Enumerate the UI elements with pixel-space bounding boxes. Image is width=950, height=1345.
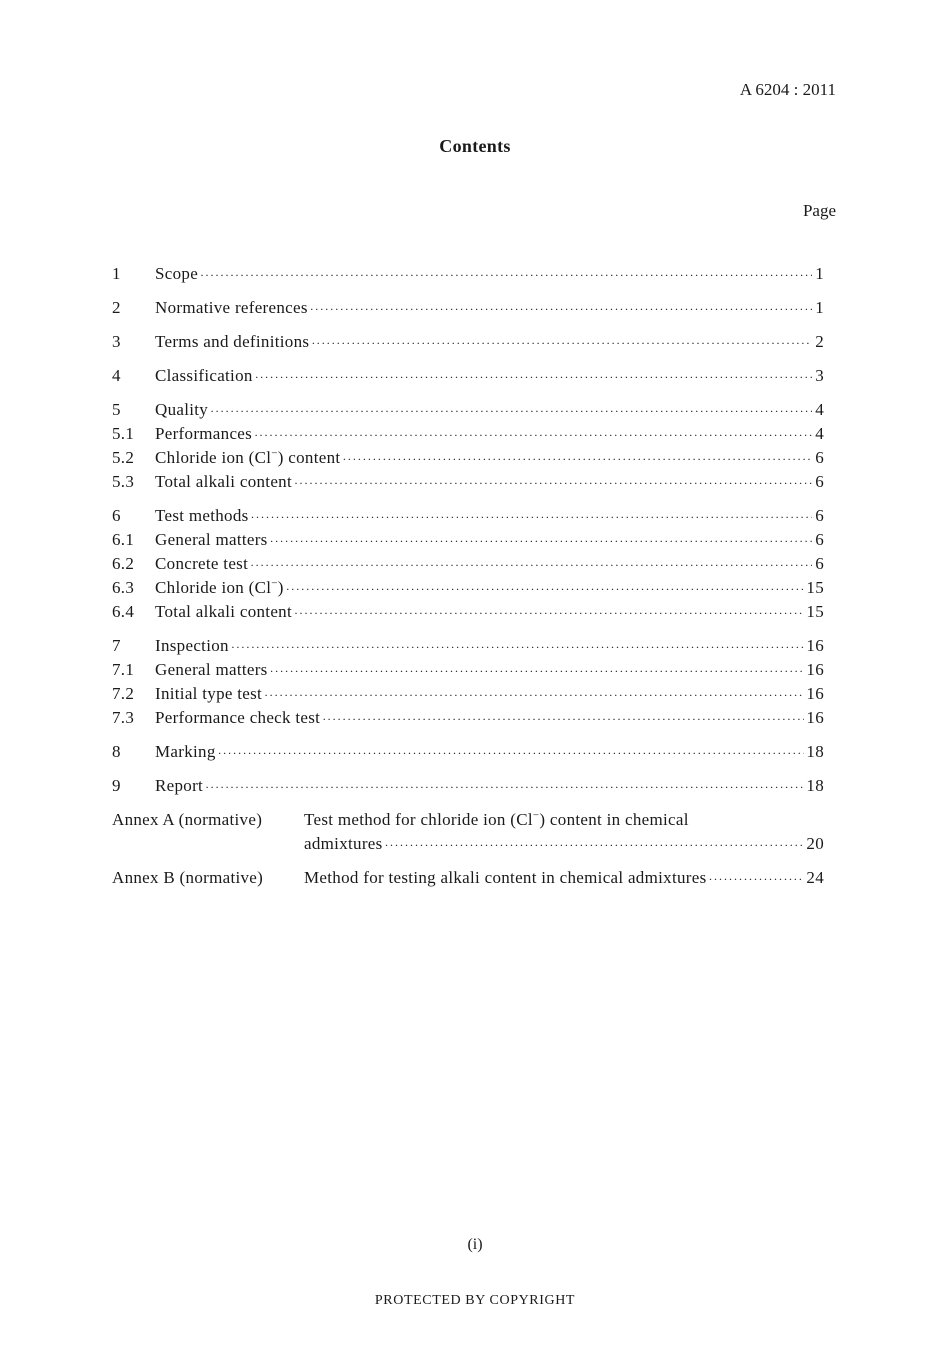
toc-label: Scope [155,264,199,283]
toc-page: 3 [815,366,824,385]
dot-leader [200,263,812,287]
annex-title [304,808,689,832]
document-code: A 6204 : 2011 [739,80,836,99]
copyright-notice: PROTECTED BY COPYRIGHT [374,1293,576,1308]
dot-leader [322,707,804,731]
toc-page: 2 [815,332,824,351]
dot-leader [231,635,805,659]
toc-number: 3 [112,332,121,351]
dot-leader [251,505,812,529]
dot-leader [210,399,812,423]
toc-number: 2 [112,298,121,317]
toc-page: 18 [806,776,824,795]
toc-label: Performance check test [155,708,321,727]
toc-label: Concrete test [155,554,249,573]
toc-number: 7.2 [112,684,135,703]
toc-label-text: Chloride ion (Cl [155,578,272,597]
toc-annex-b[interactable] [112,866,824,890]
toc-group [112,634,824,730]
toc-page: 1 [815,298,824,317]
annex-line [112,866,824,890]
toc-number: 7.3 [112,708,135,727]
toc-page: 18 [806,742,824,761]
toc-entry[interactable] [112,364,824,388]
toc-group [112,504,824,624]
toc-entry[interactable] [112,634,824,658]
dot-leader [310,297,812,321]
toc-number: 6.1 [112,530,135,549]
dot-leader [270,659,805,683]
toc-entry[interactable] [112,470,824,494]
toc-entry[interactable] [112,600,824,624]
annex-title-text: ) content in chemical [539,810,689,829]
annex-title: Method for testing alkali content in chemical admixtures [304,868,707,887]
toc-entry[interactable] [112,504,824,528]
toc-entry[interactable] [112,330,824,354]
dot-leader [250,553,812,577]
toc-entry[interactable] [112,262,824,286]
toc-group [112,774,824,798]
toc-page: 16 [806,684,824,703]
toc-number: 8 [112,742,121,761]
toc-page: 1 [815,264,824,283]
toc-number: 6.2 [112,554,135,573]
toc-number: 6 [112,506,121,525]
toc-group [112,296,824,320]
toc-entry[interactable] [112,422,824,446]
dot-leader [255,365,812,389]
toc-number: 5.3 [112,472,135,491]
toc-number: 6.4 [112,602,135,621]
toc-label: Marking [155,742,216,761]
toc-number: 9 [112,776,121,795]
toc-page: 24 [806,868,824,887]
dot-leader [311,331,812,355]
annex-label: Annex B (normative) [112,868,264,887]
toc-page: 4 [815,400,824,419]
toc-number: 1 [112,264,121,283]
toc-group [112,262,824,286]
page-column-heading: Page [802,201,836,220]
toc-number: 5.1 [112,424,135,443]
toc-number: 7.1 [112,660,135,679]
toc-label: Total alkali content [155,472,292,491]
superscript-minus: − [271,447,278,460]
toc-number: 4 [112,366,121,385]
toc-label: Initial type test [155,684,263,703]
toc-page: 6 [815,530,824,549]
toc-entry[interactable] [112,296,824,320]
toc-entry[interactable] [112,658,824,682]
toc-page: 6 [815,506,824,525]
annex-title-text: Test method for chloride ion (Cl [304,810,533,829]
toc-entry[interactable] [112,740,824,764]
dot-leader [218,741,805,765]
toc-label: Quality [155,400,209,419]
toc-entry[interactable] [112,706,824,730]
toc-label: Performances [155,424,253,443]
toc-label: Terms and definitions [155,332,310,351]
dot-leader [254,423,812,447]
superscript-minus: − [271,577,278,590]
toc-label-text: ) content [277,448,341,467]
toc-entry[interactable] [112,398,824,422]
toc-group [112,740,824,764]
page-title: Contents [439,136,511,156]
page-number: (i) [467,1236,483,1253]
annex-line [112,832,824,856]
toc-number: 5 [112,400,121,419]
toc-group [112,364,824,388]
toc-page: 15 [806,578,824,597]
toc-group [112,398,824,494]
dot-leader [294,601,804,625]
toc-label [155,576,284,600]
annex-line [112,808,824,832]
toc-page: 20 [806,834,824,853]
toc-label: Test methods [155,506,249,525]
toc-entry[interactable] [112,528,824,552]
toc-entry[interactable] [112,774,824,798]
superscript-minus: − [532,809,540,822]
toc-page: 15 [806,602,824,621]
toc-number: 5.2 [112,448,135,467]
toc-label-text: Chloride ion (Cl [155,448,272,467]
annex-label: Annex A (normative) [112,810,263,829]
toc-label [155,446,340,470]
toc-label: Total alkali content [155,602,292,621]
toc-page: 16 [806,636,824,655]
toc-group [112,330,824,354]
toc-label: Normative references [155,298,308,317]
toc-label: General matters [155,660,268,679]
toc-page: 16 [806,708,824,727]
dot-leader [294,471,812,495]
toc-annex-a[interactable] [112,808,824,856]
toc-entry[interactable] [112,446,824,470]
dot-leader [270,529,812,553]
toc-label: Report [155,776,204,795]
toc-entry[interactable] [112,682,824,706]
toc-label: Inspection [155,636,229,655]
toc-number: 6.3 [112,578,135,597]
toc-page: 6 [815,472,824,491]
toc-number: 7 [112,636,121,655]
toc-label: General matters [155,530,268,549]
toc-label-text: ) [277,578,284,597]
dot-leader [205,775,804,799]
toc-page: 6 [815,448,824,467]
toc-page: 6 [815,554,824,573]
dot-leader [342,447,812,471]
toc-entry[interactable] [112,576,824,600]
toc-page: 4 [815,424,824,443]
toc-label: Classification [155,366,253,385]
dot-leader [264,683,804,707]
dot-leader [385,833,805,857]
table-of-contents [112,262,824,900]
annex-title-continued: admixtures [304,834,383,853]
dot-leader [709,867,805,891]
toc-page: 16 [806,660,824,679]
dot-leader [286,577,805,601]
toc-entry[interactable] [112,552,824,576]
